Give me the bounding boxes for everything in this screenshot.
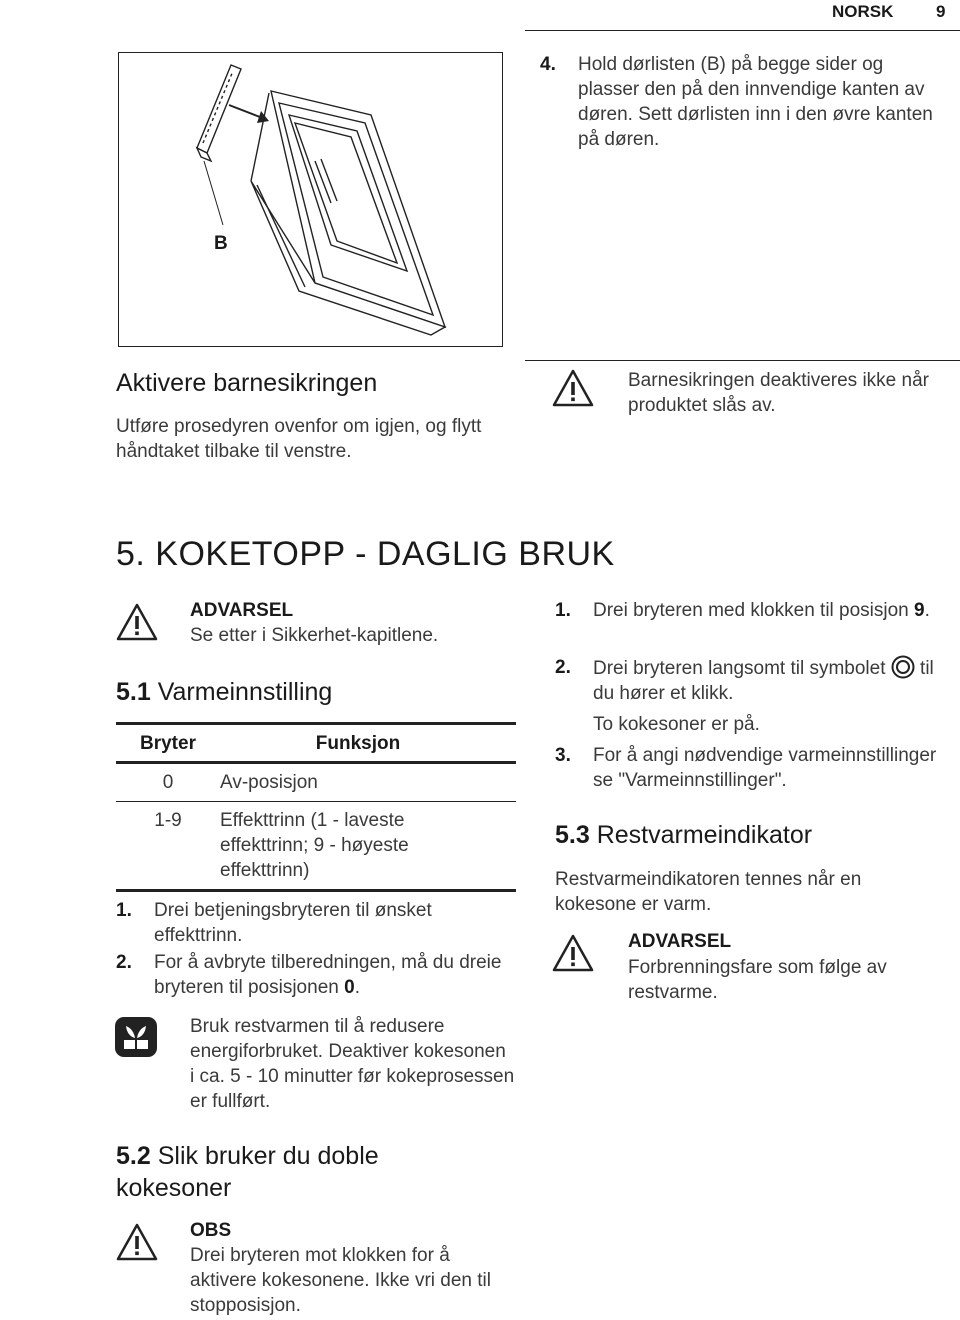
warning-icon: [116, 602, 158, 642]
step-text-main: Drei bryteren med klokken til posisjon: [593, 600, 915, 621]
step-number: 3.: [555, 745, 571, 766]
table-cell: 0: [162, 772, 174, 793]
step-text: [593, 655, 955, 706]
heading-5-3: [555, 820, 812, 850]
table-header: Bryter: [140, 733, 196, 754]
step-text-suffix: .: [354, 977, 360, 998]
warning-icon: [116, 1222, 158, 1262]
warning-title: ADVARSEL: [628, 931, 732, 952]
step-number: 1.: [116, 900, 132, 921]
step-text: Drei betjeningsbryteren til ønsket effekttrinn.: [154, 900, 432, 946]
section-title: 5. KOKETOPP - DAGLIG BRUK: [116, 535, 615, 573]
header-language: NORSK: [832, 2, 894, 21]
step-text-main: Drei bryteren langsomt til symbolet: [593, 658, 886, 679]
list-item: [555, 655, 955, 706]
warning-text: Se etter i Sikkerhet-kapitlene.: [190, 625, 439, 646]
step-text-bold: 0: [344, 977, 355, 998]
warning-icon: [552, 933, 594, 973]
table-cell: Effekttrinn (1 - laveste effekttrinn; 9 - høyeste effekttrinn): [220, 810, 409, 881]
step-number: 2.: [116, 952, 132, 973]
table-row: [116, 801, 516, 892]
door-strip-illustration: [119, 53, 501, 345]
heading-5-2: [116, 1140, 496, 1204]
step-text-main: For å avbryte tilberedningen, må du dreie bryteren til posisjonen: [154, 952, 502, 998]
step-text-suffix: .: [924, 600, 930, 621]
step-text-bold: 9: [914, 600, 925, 621]
step-number: 4.: [540, 54, 556, 75]
table-cell: 1-9: [154, 810, 182, 831]
table-header-row: [116, 722, 516, 763]
heading-number: 5.3: [555, 821, 590, 849]
heat-settings-table: [116, 722, 516, 892]
step-text: Hold dørlisten (B) på begge sider og plasser den på den innvendige kanten av døren. Sett dørlisten inn i den øvre kanten på døren.: [578, 54, 933, 150]
warning-title: ADVARSEL: [190, 600, 294, 621]
step-text: [154, 950, 506, 1000]
heading-number: 5.1: [116, 678, 151, 706]
header-rule: [525, 30, 960, 31]
oven-door-figure: [118, 52, 503, 347]
figure-label: B: [214, 233, 228, 254]
step-text: For å angi nødvendige varmeinnstillinger se "Varmeinnstillinger".: [593, 745, 937, 791]
dual-zone-icon: [891, 655, 915, 679]
page-number: 9: [936, 2, 946, 21]
step-text-suffix: til du hører et klikk.: [593, 658, 934, 704]
note-text: Drei bryteren mot klokken for å aktivere kokesonene. Ikke vri den til stopposisjon.: [190, 1245, 491, 1316]
activate-title: Aktivere barnesikringen: [116, 369, 378, 397]
list-item: [555, 712, 955, 737]
warning-text: Forbrenningsfare som følge av restvarme.: [628, 957, 887, 1003]
list-item: [116, 950, 506, 1000]
activate-text: Utføre prosedyren ovenfor om igjen, og flytt håndtaket tilbake til venstre.: [116, 416, 482, 462]
note-rule: [525, 360, 960, 361]
table-row: [116, 763, 516, 801]
eco-tip: Bruk restvarmen til å redusere energiforbruket. Deaktiver kokesonen i ca. 5 - 10 minutter før kokeprosessen er fullført.: [190, 1016, 515, 1112]
heading-title: Restvarmeindikator: [589, 821, 813, 849]
note-title: OBS: [190, 1220, 232, 1241]
list-item: [116, 898, 506, 948]
table-cell: Av-posisjon: [220, 772, 318, 793]
step-text: [593, 598, 955, 623]
step-4: [540, 52, 940, 152]
residual-heat-text: Restvarmeindikatoren tennes når en kokesone er varm.: [555, 869, 862, 915]
list-item: [555, 598, 955, 623]
heading-title: Varmeinnstilling: [150, 678, 333, 706]
heading-number: 5.2: [116, 1142, 151, 1170]
step-number: 2.: [555, 657, 571, 678]
step-number: [555, 712, 593, 737]
heading-5-1: [116, 677, 332, 707]
heading-title: Slik bruker du doble kokesoner: [116, 1142, 379, 1202]
step-number: 1.: [555, 600, 571, 621]
table-header: Funksjon: [315, 733, 401, 754]
warning-icon: [552, 368, 594, 408]
list-item: [555, 743, 955, 793]
leaf-icon: [114, 1016, 158, 1058]
child-lock-note: Barnesikringen deaktiveres ikke når produktet slås av.: [628, 370, 929, 416]
step-text: To kokesoner er på.: [593, 714, 760, 735]
